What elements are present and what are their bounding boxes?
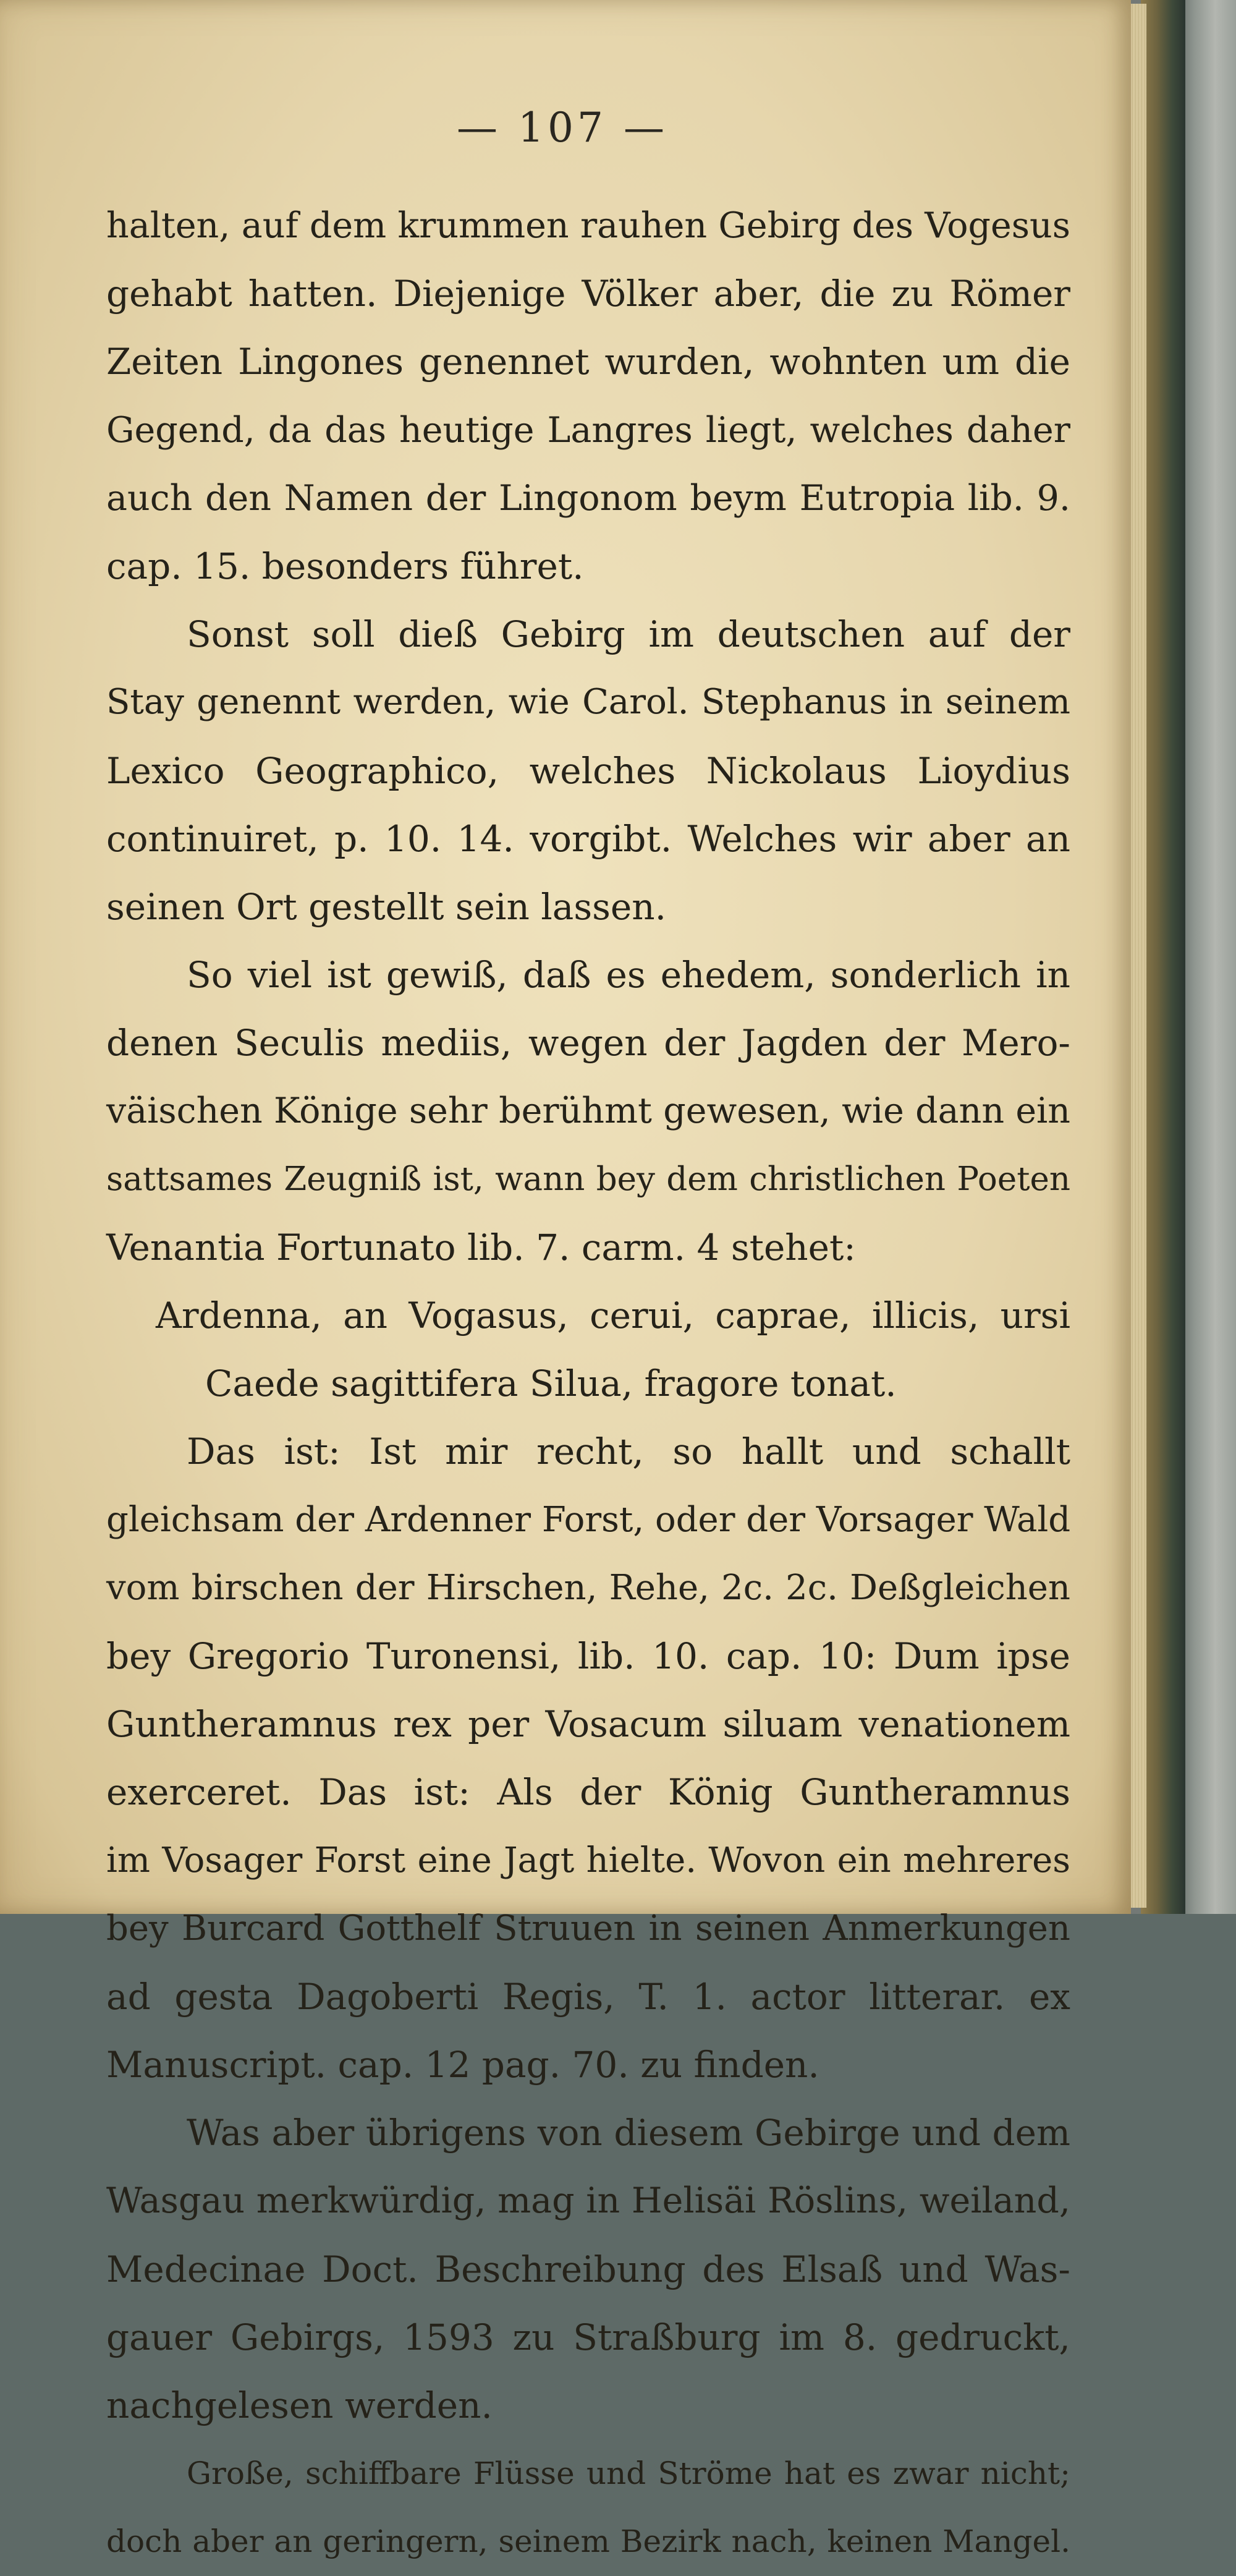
text-line: Sonst soll dieß Gebirg im deutschen auf der <box>187 613 1070 656</box>
verse-line: Ardenna, an Vogasus, cerui, caprae, illicis, ursi <box>156 1294 1070 1337</box>
text-line: Zeiten Lingones genennet wurden, wohnten um die <box>106 341 1070 383</box>
text-line: Große, schiffbare Flüsse und Ströme hat es zwar nicht; <box>187 2455 1070 2492</box>
text-line: Stay genennt werden, wie Carol. Stephanus in seinem <box>106 682 1070 723</box>
text-line: Lexico Geographico, welches Nickolaus Lioydius <box>106 749 1070 792</box>
text-line: So viel ist gewiß, daß es ehedem, sonderlich in <box>187 954 1070 997</box>
body-text <box>106 192 1070 2576</box>
text-line: Gegend, da das heutige Langres liegt, welches daher <box>106 409 1070 451</box>
text-line: Manuscript. cap. 12 pag. 70. zu finden. <box>106 2044 819 2086</box>
text-line: nachgelesen werden. <box>106 2384 493 2426</box>
text-line: bey Burcard Gotthelf Struuen in seinen Anmerkungen <box>106 1908 1070 1949</box>
book-cover-edge <box>1141 0 1185 1914</box>
text-line: Guntheramnus rex per Vosacum siluam venationem <box>106 1703 1070 1746</box>
text-line: gauer Gebirgs, 1593 zu Straßburg im 8. gedruckt, <box>106 2316 1070 2358</box>
text-line: Das ist: Ist mir recht, so hallt und schallt <box>187 1430 1070 1473</box>
text-line: exerceret. Das ist: Als der König Guntheramnus <box>106 1771 1070 1814</box>
text-line: doch aber an geringern, seinem Bezirk nach, keinen Mangel. <box>106 2523 1070 2560</box>
text-line: Wasgau merkwürdig, mag in Helisäi Röslins, weiland, <box>106 2180 1070 2222</box>
text-line: Venantia Fortunato lib. 7. carm. 4 stehet: <box>106 1226 856 1269</box>
text-line: ad gesta Dagoberti Regis, T. 1. actor litterar. ex <box>106 1975 1070 2018</box>
text-line: sattsames Zeugniß ist, wann bey dem christlichen Poeten <box>106 1160 1070 1198</box>
text-line: halten, auf dem krummen rauhen Gebirg des Vogesus <box>106 205 1070 246</box>
text-line: gehabt hatten. Diejenige Völker aber, die zu Römer <box>106 273 1070 315</box>
text-line: cap. 15. besonders führet. <box>106 545 584 587</box>
page-number: — 107 — <box>457 104 668 151</box>
verse-line: Caede sagittifera Silua, fragore tonat. <box>205 1362 897 1405</box>
text-line: Was aber übrigens von diesem Gebirge und dem <box>187 2112 1070 2154</box>
text-line: vom birschen der Hirschen, Rehe, 2c. 2c. Deßgleichen <box>106 1567 1070 1608</box>
text-line: continuiret, p. 10. 14. vorgibt. Welches wir aber an <box>106 817 1070 860</box>
text-line: im Vosager Forst eine Jagt hielte. Wovon ein mehreres <box>106 1840 1070 1881</box>
text-line: denen Seculis mediis, wegen der Jagden der Mero- <box>106 1022 1070 1065</box>
text-line: gleichsam der Ardenner Forst, oder der Vorsager Wald <box>106 1499 1071 1540</box>
text-line: seinen Ort gestellt sein lassen. <box>106 885 667 928</box>
text-line: väischen Könige sehr berühmt gewesen, wie dann ein <box>106 1090 1070 1132</box>
text-line: Medecinae Doct. Beschreibung des Elsaß und Was- <box>106 2248 1070 2290</box>
text-line: bey Gregorio Turonensi, lib. 10. cap. 10: Dum ipse <box>106 1634 1070 1677</box>
text-line: auch den Namen der Lingonom beym Eutropia lib. 9. <box>106 477 1070 519</box>
